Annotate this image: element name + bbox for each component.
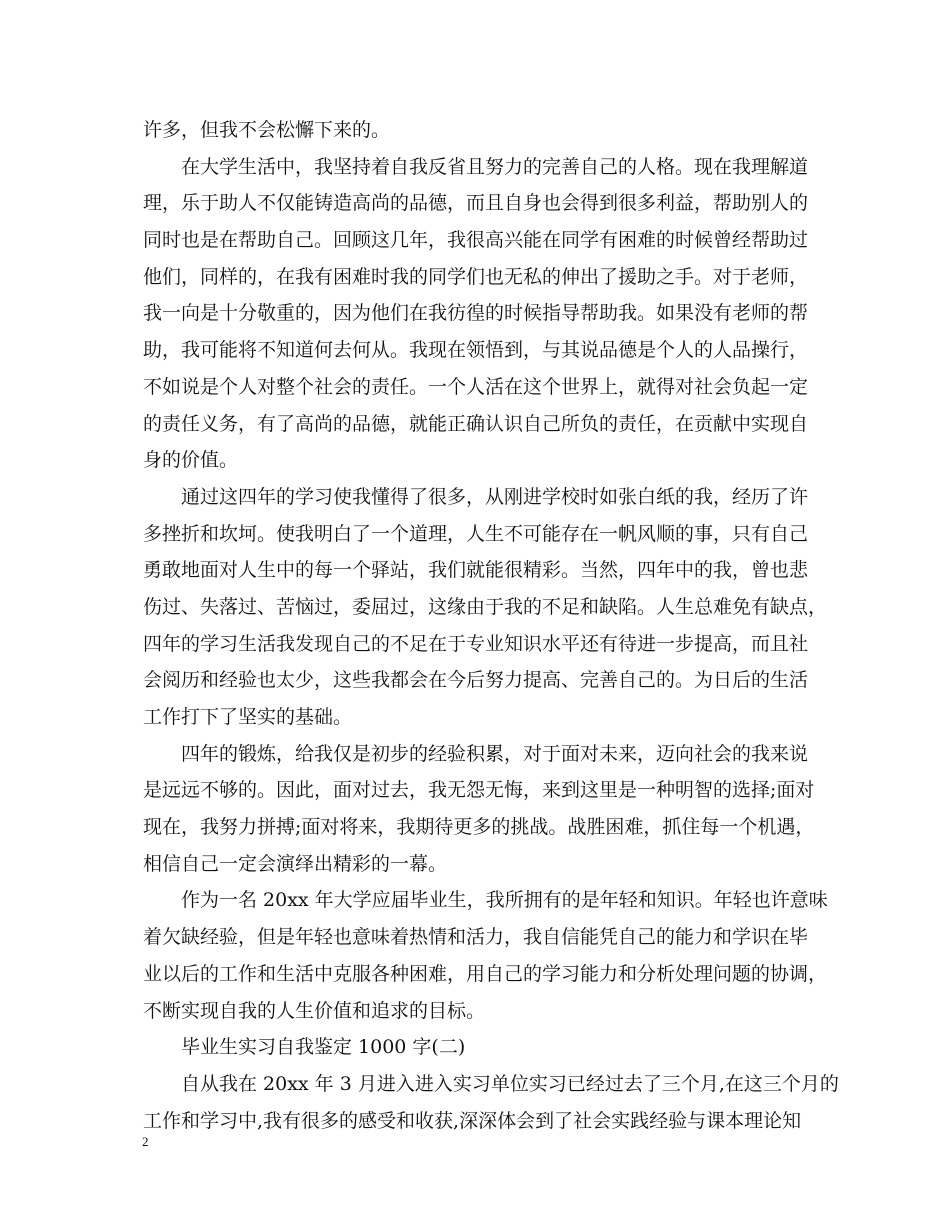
text-line: 工作打下了坚实的基础。 — [143, 706, 353, 728]
text-line: 作为一名 20xx 年大学应届毕业生，我所拥有的是年轻和知识。年轻也许意味 — [143, 889, 828, 912]
text-line: 不如说是个人对整个社会的责任。一个人活在这个世界上，就得对社会负起一定 — [143, 375, 809, 398]
text-line: 身的价值。 — [143, 449, 239, 472]
text-line: 理，乐于助人不仅能铸造高尚的品德，而且自身也会得到很多利益，帮助别人的 — [143, 192, 809, 215]
text-line: 我一向是十分敬重的，因为他们在我彷徨的时候指导帮助我。如果没有老师的帮 — [143, 302, 809, 325]
text-line: 伤过、失落过、苦恼过，委屈过，这缘由于我的不足和缺陷。人生总难免有缺点， — [143, 595, 828, 618]
body-text — [143, 112, 839, 1139]
text-line: 业以后的工作和生活中克服各种困难，用自己的学习能力和分析处理问题的协调， — [143, 962, 828, 985]
text-line: 同时也是在帮助自己。回顾这几年，我很高兴能在同学有困难的时候曾经帮助过 — [143, 229, 809, 252]
text-line: 助，我可能将不知道何去何从。我现在领悟到，与其说品德是个人的人品操行， — [143, 339, 809, 362]
text-line: 勇敢地面对人生中的每一个驿站，我们就能很精彩。当然，四年中的我，曾也悲 — [143, 559, 809, 582]
text-line: 许多，但我不会松懈下来的。 — [143, 119, 391, 141]
text-line: 他们，同样的，在我有困难时我的同学们也无私的伸出了援助之手。对于老师， — [143, 265, 809, 288]
text-line: 四年的学习生活我发现自己的不足在于专业知识水平还有待进一步提高，而且社 — [143, 632, 809, 655]
text-line: 在大学生活中，我坚持着自我反省且努力的完善自己的人格。现在我理解道 — [143, 155, 809, 178]
text-line: 是远远不够的。因此，面对过去，我无怨无悔，来到这里是一种明智的选择;面对 — [143, 779, 815, 802]
text-line: 通过这四年的学习使我懂得了很多，从刚进学校时如张白纸的我，经历了许 — [143, 485, 809, 508]
text-line: 会阅历和经验也太少，这些我都会在今后努力提高、完善自己的。为日后的生活 — [143, 669, 809, 692]
text-line: 不断实现自我的人生价值和追求的目标。 — [143, 999, 486, 1022]
text-line: 现在，我努力拼搏;面对将来，我期待更多的挑战。战胜困难，抓住每一个机遇， — [143, 816, 815, 839]
text-line: 工作和学习中,我有很多的感受和收获,深深体会到了社会实践经验与课本理论知 — [143, 1109, 802, 1132]
text-line: 的责任义务，有了高尚的品德，就能正确认识自己所负的责任，在贡献中实现自 — [143, 412, 809, 435]
text-line: 着欠缺经验，但是年轻也意味着热情和活力，我自信能凭自己的能力和学识在毕 — [143, 926, 809, 949]
text-line: 自从我在 20xx 年 3 月进入进入实习单位实习已经过去了三个月,在这三个月的 — [143, 1072, 839, 1095]
section-heading: 毕业生实习自我鉴定 1000 字(二) — [143, 1036, 466, 1059]
text-line: 相信自己一定会演绎出精彩的一幕。 — [143, 852, 448, 875]
text-line: 四年的锻炼，给我仅是初步的经验积累，对于面对未来，迈向社会的我来说 — [143, 742, 809, 765]
page-number: 2 — [142, 1134, 149, 1149]
text-line: 多挫折和坎坷。使我明白了一个道理，人生不可能存在一帆风顺的事，只有自己 — [143, 522, 809, 545]
